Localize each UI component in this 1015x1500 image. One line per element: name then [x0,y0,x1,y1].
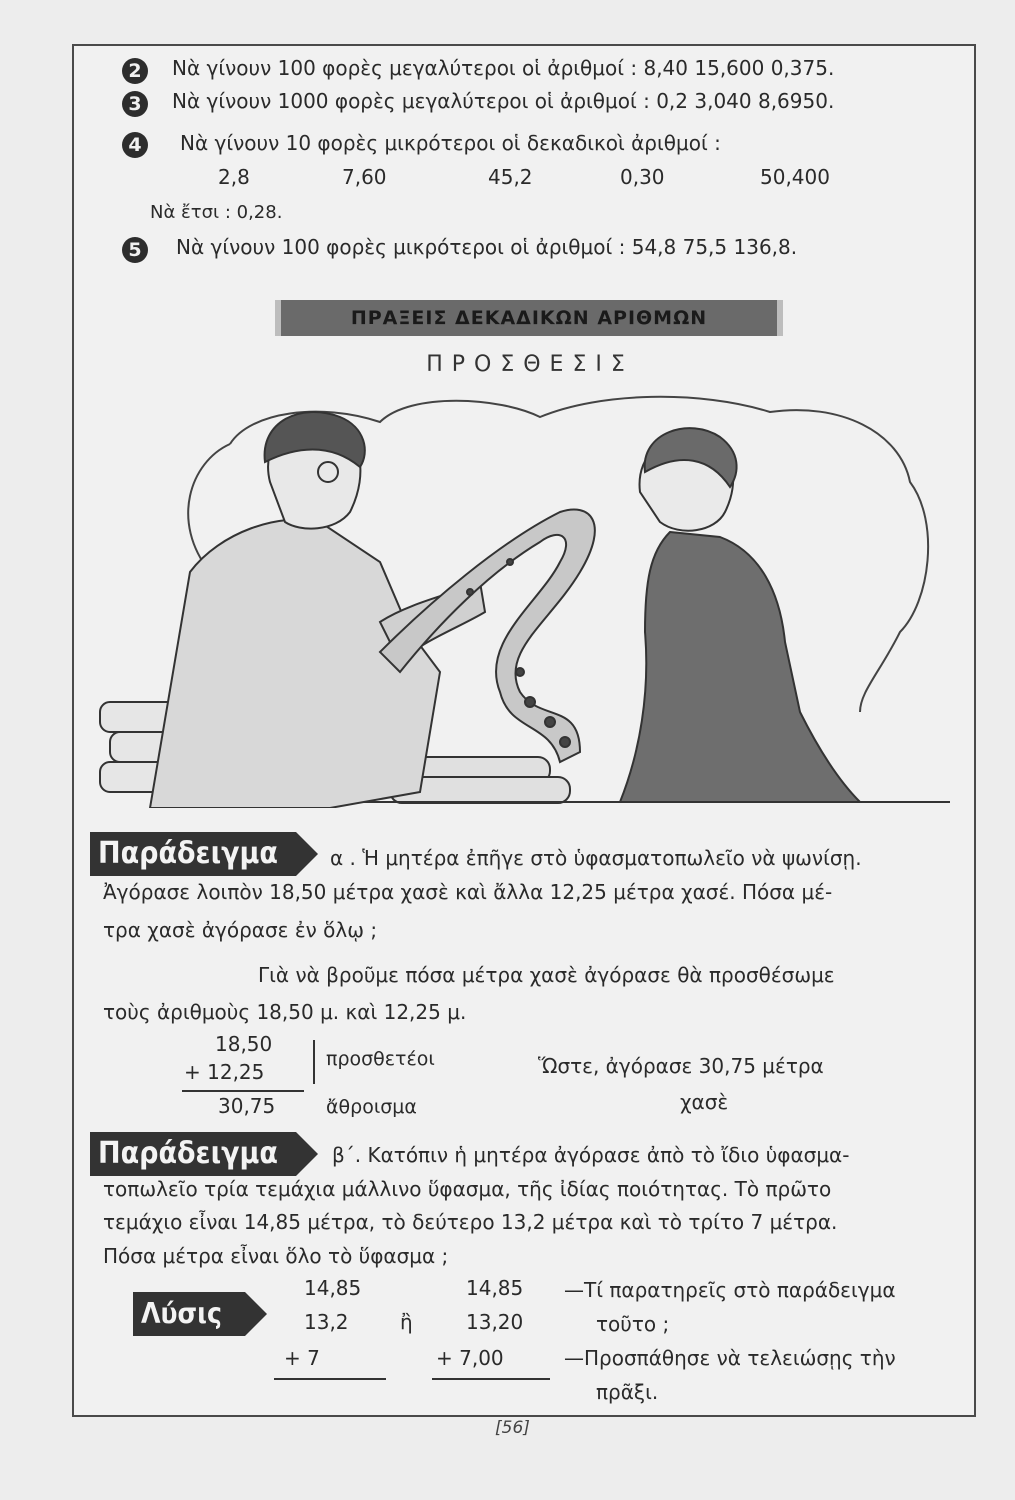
section-banner: ΠΡΑΞΕΙΣ ΔΕΚΑΔΙΚΩΝ ΑΡΙΘΜΩΝ [275,300,783,336]
addend-1: 18,50 [215,1032,273,1056]
exercise-4-value: 50,400 [760,165,830,189]
solution-col1-row: 14,85 [304,1276,362,1300]
sum-underline [182,1090,304,1092]
brace-line [313,1040,315,1084]
example-a-line-5: τοὺς ἀριθμοὺς 18,50 μ. καὶ 12,25 μ. [103,1000,467,1024]
shop-illustration [80,372,960,808]
example-a-line-2: Ἀγόρασε λοιπὸν 18,50 μέτρα χασὲ καὶ ἄλλα 12,25 μέτρα χασέ. Πόσα μέ- [103,880,833,904]
exercise-number-5: 5 [122,237,148,263]
solution-col1-underline [274,1378,386,1380]
result-line-1: Ὥστε, ἀγόρασε 30,75 μέτρα [538,1054,824,1078]
sum-label: ἄθροισμα [326,1096,417,1118]
exercise-4-note: Νὰ ἔτσι : 0,28. [150,202,283,223]
page-number: [56] [495,1418,530,1438]
solution-tag: Λύσις [133,1292,245,1336]
exercise-4-value: 2,8 [218,165,250,189]
exercise-4-text: Νὰ γίνουν 10 φορὲς μικρότεροι οἱ δεκαδικοὶ ἀριθμοί : [180,131,721,155]
example-b-line-2: τοπωλεῖο τρία τεμάχια μάλλινο ὕφασμα, τῆς ἰδίας ποιότητας. Τὸ πρῶτο [103,1177,832,1201]
question-2-line-2: πρᾶξι. [596,1380,659,1404]
exercise-3-text: Νὰ γίνουν 1000 φορὲς μεγαλύτεροι οἱ ἀριθμοί : 0,2 3,040 8,6950. [172,89,835,113]
exercise-5-text: Νὰ γίνουν 100 φορὲς μικρότεροι οἱ ἀριθμοί : 54,8 75,5 136,8. [176,235,798,259]
solution-col2-underline [432,1378,550,1380]
solution-col2-row: 14,85 [466,1276,524,1300]
addends-label: προσθετέοι [326,1048,435,1070]
result-line-2: χασὲ [680,1090,729,1114]
exercise-4-value: 0,30 [620,165,665,189]
question-1-line-2: τοῦτο ; [596,1312,670,1336]
example-b-line-4: Πόσα μέτρα εἶναι ὅλο τὸ ὕφασμα ; [103,1244,449,1268]
example-b-tag: Παράδειγμα [90,1132,296,1176]
solution-col2-row: 13,20 [466,1310,524,1334]
example-a-line-3: τρα χασὲ ἀγόρασε ἐν ὅλῳ ; [103,918,378,942]
question-2-line-1: —Προσπάθησε νὰ τελειώσῃς τὴν [564,1346,896,1370]
exercise-number-3: 3 [122,91,148,117]
exercise-number-2: 2 [122,58,148,84]
question-1-line-1: —Τί παρατηρεῖς στὸ παράδειγμα [564,1278,896,1302]
addend-2: + 12,25 [184,1060,265,1084]
exercise-4-value: 45,2 [488,165,533,189]
example-b-line-3: τεμάχιο εἶναι 14,85 μέτρα, τὸ δεύτερο 13,2 μέτρα καὶ τὸ τρίτο 7 μέτρα. [103,1210,838,1234]
solution-or: ἢ [400,1310,413,1334]
example-a-tag: Παράδειγμα [90,832,296,876]
exercise-4-value: 7,60 [342,165,387,189]
sum-value: 30,75 [218,1094,276,1118]
solution-col1-row: + 7 [284,1346,320,1370]
section-subtitle: ΠΡΟΣΘΕΣΙΣ [426,352,634,377]
example-a-line-4: Γιὰ νὰ βροῦμε πόσα μέτρα χασὲ ἀγόρασε θὰ προσθέσωμε [258,963,835,987]
exercise-2-text: Νὰ γίνουν 100 φορὲς μεγαλύτεροι οἱ ἀριθμοί : 8,40 15,600 0,375. [172,56,835,80]
example-b-line-1: β΄. Κατόπιν ἡ μητέρα ἀγόρασε ἀπὸ τὸ ἴδιο ὑφασμα- [332,1143,850,1167]
solution-col1-row: 13,2 [304,1310,349,1334]
exercise-number-4: 4 [122,132,148,158]
solution-col2-row: + 7,00 [436,1346,504,1370]
example-a-line-1: α . Ἡ μητέρα ἐπῆγε στὸ ὑφασματοπωλεῖο νὰ ψωνίσῃ. [330,846,862,870]
